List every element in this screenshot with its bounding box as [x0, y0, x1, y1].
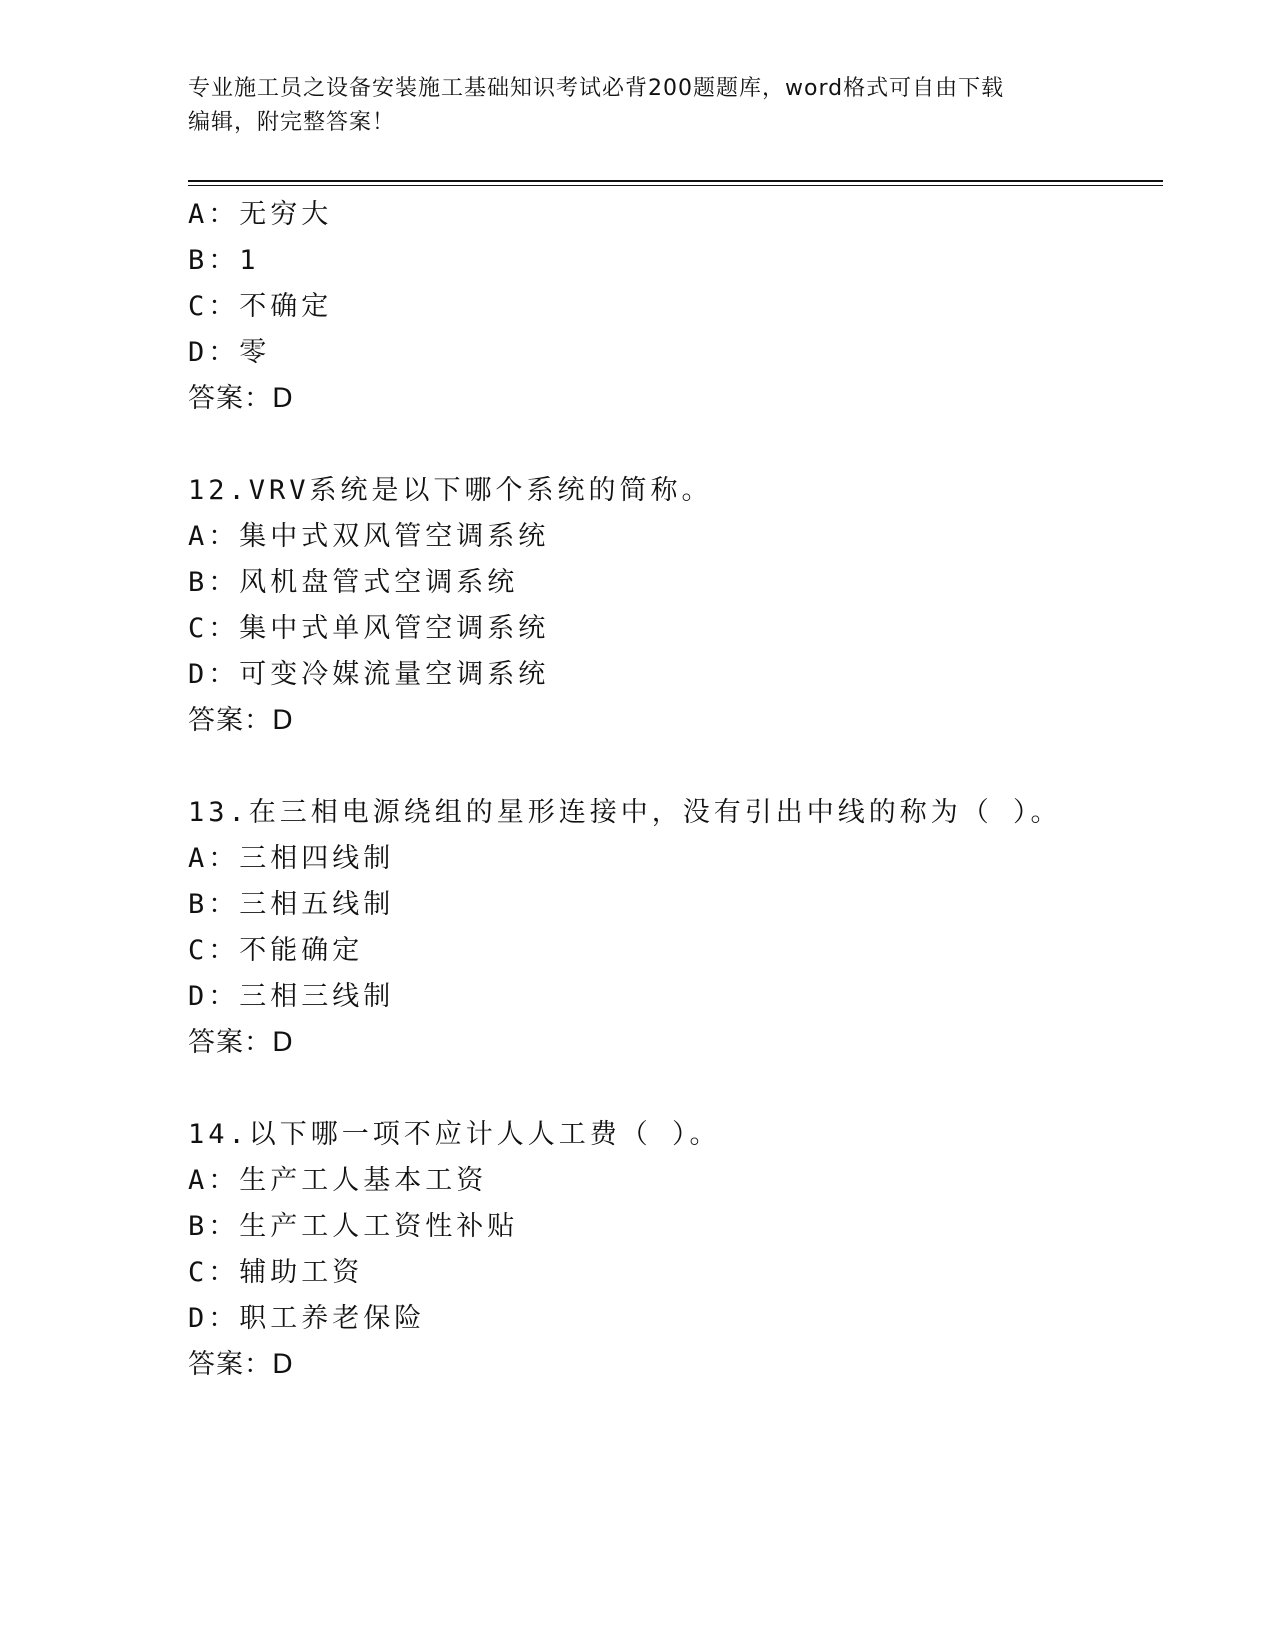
question-block-11: [188, 192, 1163, 422]
option-b: B：1: [188, 245, 260, 276]
option-a: A：三相四线制: [188, 843, 395, 874]
option-a: A：无穷大: [188, 199, 333, 230]
header-rule-thick: [188, 180, 1163, 182]
option-d: D：职工养老保险: [188, 1303, 426, 1334]
answer-line: 答案：D: [188, 705, 294, 736]
block-spacer: [188, 422, 1163, 468]
option-c: C：不确定: [188, 291, 333, 322]
question-text: 13.在三相电源绕组的星形连接中，没有引出中线的称为（ ）。: [188, 797, 1062, 828]
option-a: A：集中式双风管空调系统: [188, 521, 550, 552]
option-c: C：不能确定: [188, 935, 364, 966]
question-block-12: [188, 468, 1163, 744]
option-d: D：零: [188, 337, 271, 368]
option-a: A：生产工人基本工资: [188, 1165, 488, 1196]
header-line-2: 编辑，附完整答案！: [188, 110, 396, 135]
answer-line: 答案：D: [188, 1027, 294, 1058]
question-block-14: [188, 1112, 1163, 1388]
option-b: B：生产工人工资性补贴: [188, 1211, 519, 1242]
block-spacer: [188, 1066, 1163, 1112]
document-header: [188, 72, 1088, 140]
option-b: B：风机盘管式空调系统: [188, 567, 519, 598]
answer-line: 答案：D: [188, 1349, 294, 1380]
header-rule-thin: [188, 185, 1163, 186]
block-spacer: [188, 744, 1163, 790]
option-c: C：集中式单风管空调系统: [188, 613, 550, 644]
option-d: D：可变冷媒流量空调系统: [188, 659, 550, 690]
answer-line: 答案：D: [188, 383, 294, 414]
question-list: [188, 192, 1163, 1388]
header-line-1: 专业施工员之设备安装施工基础知识考试必背200题题库，word格式可自由下载: [188, 76, 1005, 101]
option-c: C：辅助工资: [188, 1257, 364, 1288]
question-block-13: [188, 790, 1163, 1066]
option-b: B：三相五线制: [188, 889, 395, 920]
question-text: 12.VRV系统是以下哪个系统的简称。: [188, 475, 713, 506]
option-d: D：三相三线制: [188, 981, 395, 1012]
question-text: 14.以下哪一项不应计人人工费（ ）。: [188, 1119, 721, 1150]
